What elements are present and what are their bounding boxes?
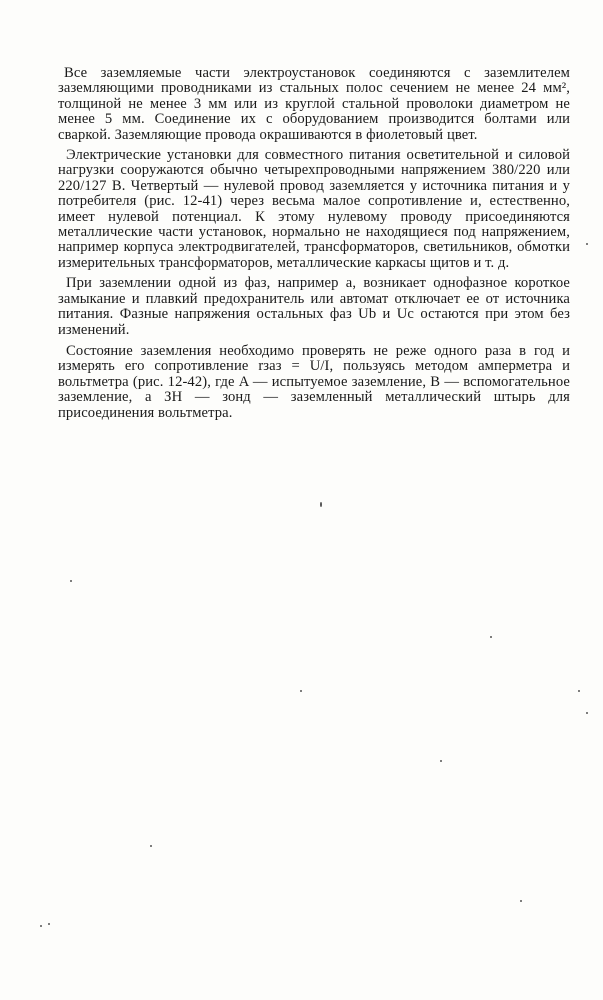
paragraph-resistance-check: Состояние заземления необходимо проверять не реже одного раза в год и измерять его сопротивление rзаз = U/I, пользуясь методом амперметра и вольтметра (рис. 12-42), где A — испытуемое заземление, B — вспомогательное заземление, а ЗН — зонд — заземленный металлический штырь для присоединения вольтметра. [58,342,570,421]
scan-speck [70,580,72,582]
scan-speck [586,712,588,714]
scan-speck [320,502,322,507]
scan-speck [578,690,580,692]
scan-speck [48,923,50,925]
scan-speck [150,845,152,847]
body-text [58,66,570,426]
paragraph-phase-fault: При заземлении одной из фаз, например a, возникает однофазное короткое замыкание и плавкий предохранитель или автомат отключает ее от источника питания. Фазные напряжения остальных фаз Ub и Uc остаются при этом без изменений. [58,275,570,338]
paragraph-grounding-conductors: Все заземляемые части электроустановок соединяются с заземлителем заземляющими проводниками из стальных полос сечением не менее 24 мм², толщиной не менее 3 мм или из круглой стальной проволоки диаметром не менее 5 мм. Соединение их с оборудованием производится болтами или сваркой. Заземляющие провода окрашиваются в фиолетовый цвет. [58,65,570,143]
scan-speck [300,690,302,692]
scan-speck [40,925,42,927]
scan-speck [586,243,588,245]
scan-speck [440,760,442,762]
scan-speck [490,636,492,638]
paragraph-four-wire-systems: Электрические установки для совместного питания осветительной и силовой нагрузки сооружаются обычно четырехпроводными напряжением 380/220 или 220/127 В. Четвертый — нулевой провод заземляется у источника питания и у потребителя (рис. 12-41) через весьма малое сопротивление и, естественно, имеет нулевой потенциал. К этому нулевому проводу присоединяются металлические части установок, нормально не находящиеся под напряжением, например корпуса электродвигателей, трансформаторов, светильников, обмотки измерительных трансформаторов, металлические каркасы щитов и т. д. [58,147,570,271]
scan-speck [520,900,522,902]
